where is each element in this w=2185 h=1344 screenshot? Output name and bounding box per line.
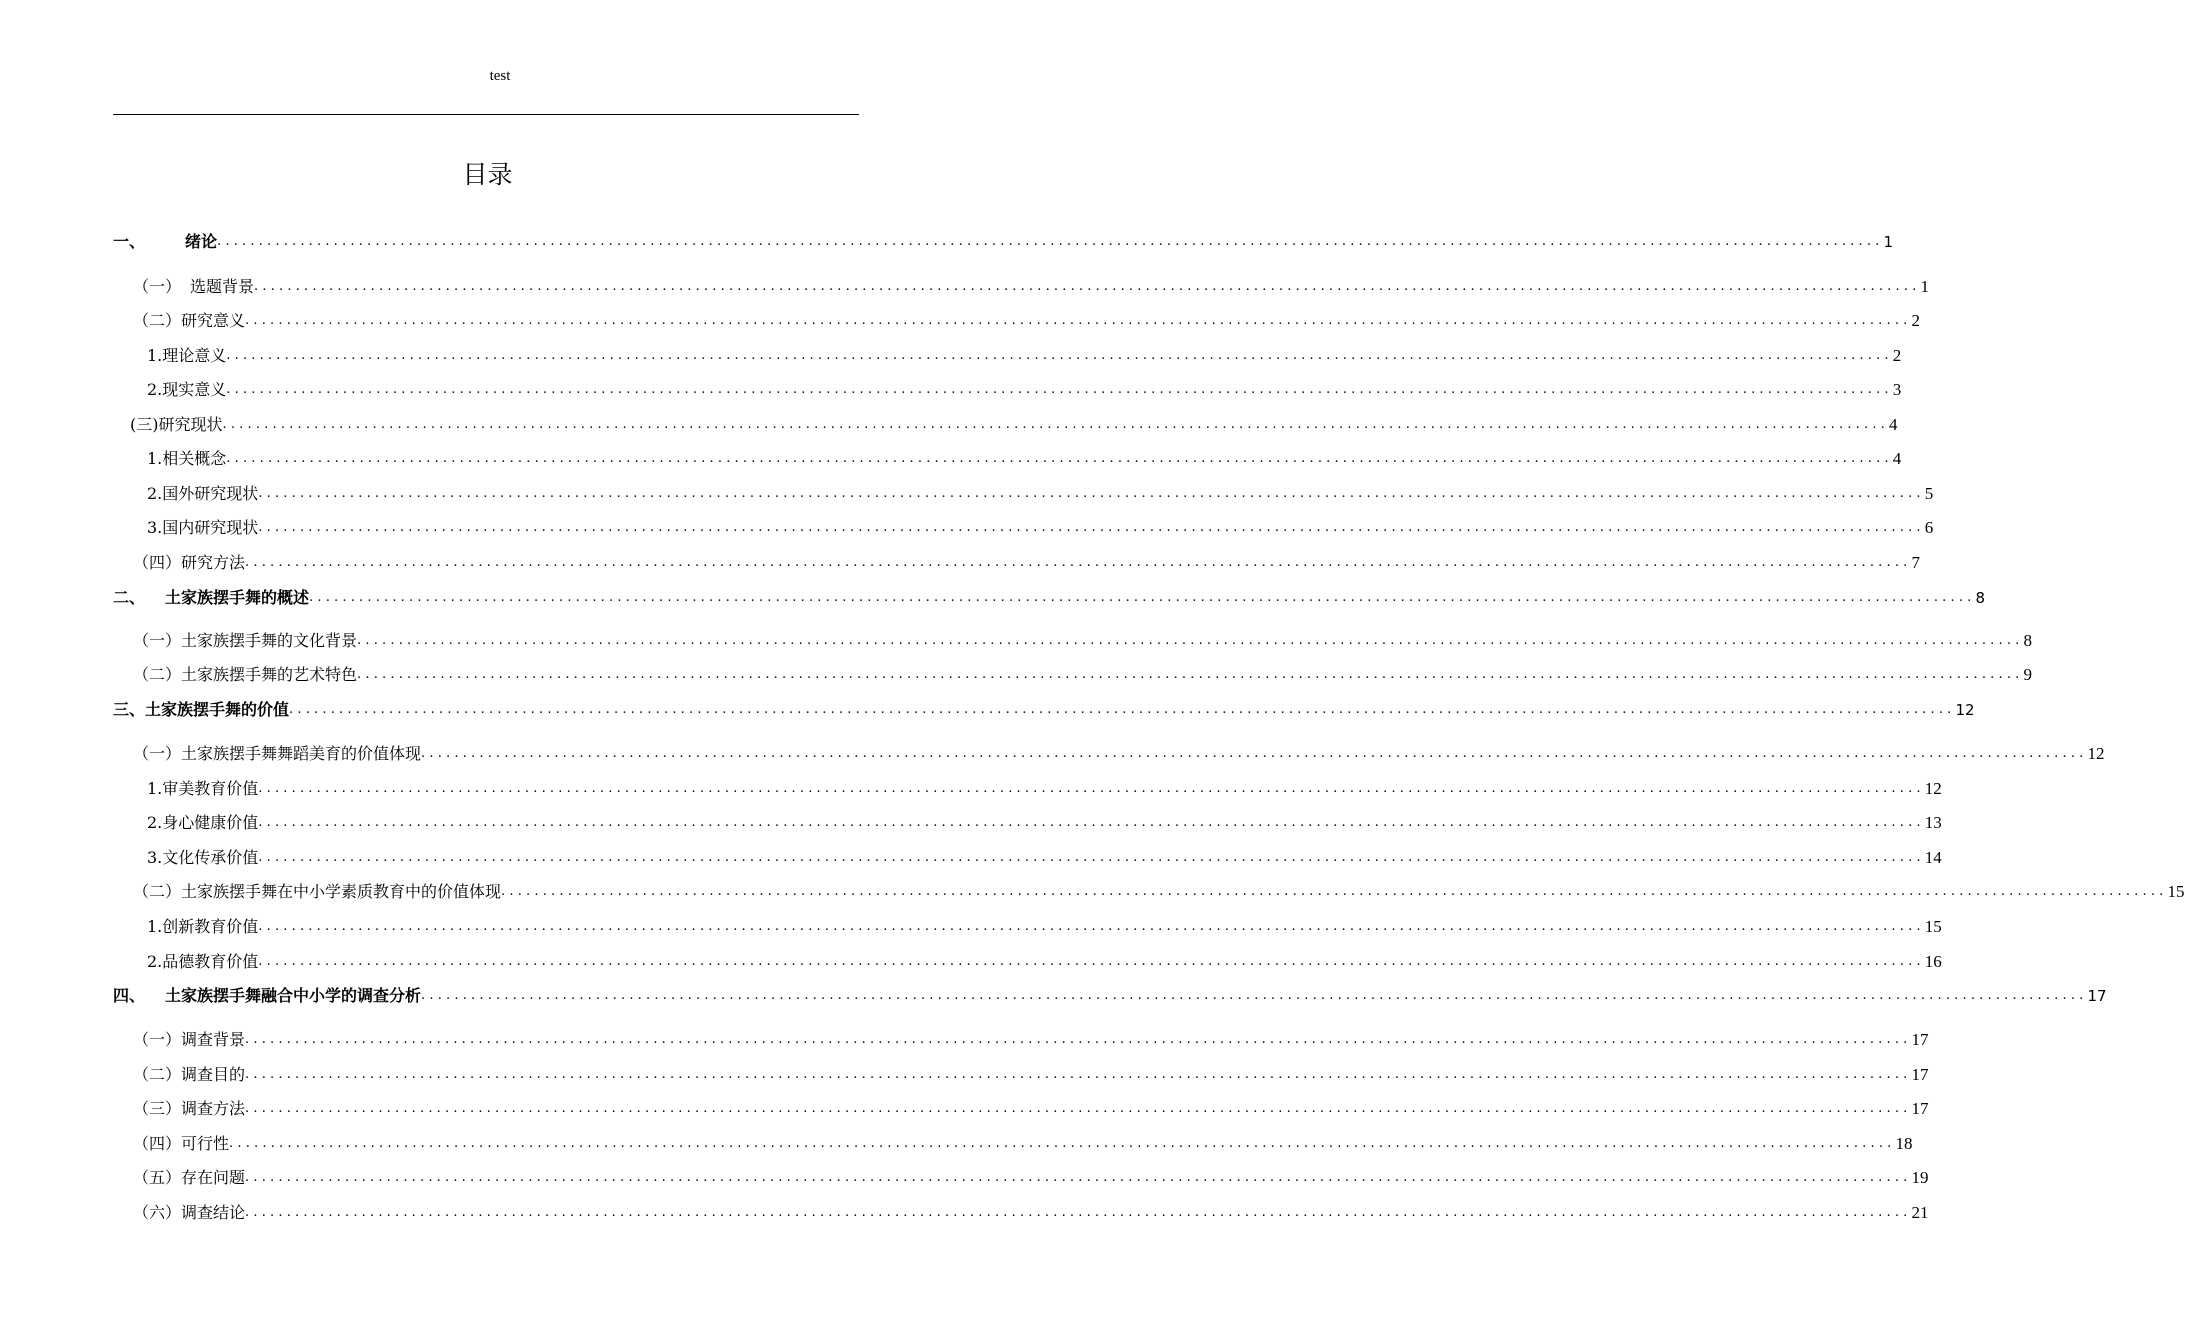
toc-entry[interactable] <box>147 775 1942 799</box>
toc-entry-label: （一） <box>133 277 182 296</box>
toc-entry-page: 1 <box>1920 277 1929 296</box>
toc-entry-heading <box>147 917 258 937</box>
toc-dot-leader: ........................................................................................................................................................................................................ <box>226 382 1893 397</box>
toc-entry-text: 土家族摆手舞舞蹈美育的价值体现 <box>181 744 422 763</box>
toc-entry-text: 土家族摆手舞在中小学素质教育中的价值体现 <box>181 882 502 901</box>
toc-title: 目录 <box>462 160 513 189</box>
toc-dot-leader: ........................................................................................................................................................................................................ <box>421 746 2088 761</box>
toc-dot-leader: ........................................................................................................................................................................................................ <box>229 1136 1896 1151</box>
toc-entry-heading <box>133 553 245 573</box>
toc-entry-text: 审美教育价值 <box>162 779 259 798</box>
toc-entry[interactable] <box>133 661 2032 685</box>
toc-entry[interactable] <box>147 948 1942 972</box>
toc-entry-page: 12 <box>1955 701 1975 719</box>
toc-entry-label: （二） <box>133 1065 182 1084</box>
toc-entry[interactable] <box>133 1164 1929 1188</box>
toc-entry-text: 创新教育价值 <box>162 917 259 936</box>
toc-entry-label: （二） <box>133 882 182 901</box>
toc-entry-page: 13 <box>1924 813 1942 832</box>
toc-entry[interactable] <box>133 627 2032 651</box>
toc-entry-heading <box>133 277 254 297</box>
toc-entry-page: 15 <box>2167 882 2185 901</box>
toc-entry-heading <box>133 1203 245 1223</box>
toc-dot-leader: ........................................................................................................................................................................................................ <box>501 884 2168 899</box>
toc-entry-text: 现实意义 <box>162 380 227 399</box>
toc-entry-text: 选题背景 <box>190 277 255 296</box>
toc-entry-label: 2. <box>147 813 163 832</box>
toc-entry-heading <box>133 1168 245 1188</box>
toc-entry[interactable] <box>147 514 1934 538</box>
toc-entry-page: 3 <box>1892 380 1902 399</box>
toc-entry[interactable] <box>133 740 2105 764</box>
toc-entry-page: 17 <box>1911 1099 1929 1118</box>
toc-entry[interactable] <box>133 273 1929 297</box>
toc-entry[interactable] <box>130 411 1898 435</box>
toc-entry[interactable] <box>147 342 1902 366</box>
page-header: test <box>489 68 511 84</box>
toc-entry-text: 相关概念 <box>162 449 227 468</box>
toc-entry[interactable] <box>113 982 2107 1006</box>
toc-entry[interactable] <box>147 913 1942 937</box>
toc-entry-label: 3. <box>147 848 163 867</box>
toc-entry-text: 土家族摆手舞的价值 <box>145 700 290 719</box>
toc-entry-heading <box>113 700 289 720</box>
toc-entry-heading <box>133 665 357 685</box>
toc-entry-text: 品德教育价值 <box>162 952 259 971</box>
toc-entry-text: 研究方法 <box>181 553 246 572</box>
toc-entry-heading <box>133 1065 245 1085</box>
toc-entry-page: 17 <box>2087 987 2107 1005</box>
toc-dot-leader: ........................................................................................................................................................................................................ <box>258 486 1925 501</box>
toc-dot-leader: ........................................................................................................................................................................................................ <box>245 1032 1912 1047</box>
toc-entry[interactable] <box>133 307 1920 331</box>
toc-entry-label: （三） <box>133 1099 182 1118</box>
toc-dot-leader: ........................................................................................................................................................................................................ <box>245 1067 1912 1082</box>
toc-dot-leader: ........................................................................................................................................................................................................ <box>289 702 1956 717</box>
toc-entry-label: （五） <box>133 1168 182 1187</box>
toc-entry-label: （一） <box>133 744 182 763</box>
toc-dot-leader: ........................................................................................................................................................................................................ <box>222 417 1889 432</box>
toc-entry[interactable] <box>147 376 1902 400</box>
toc-entry[interactable] <box>147 844 1942 868</box>
toc-entry-label: 三、 <box>113 700 146 719</box>
toc-entry[interactable] <box>133 1026 1929 1050</box>
toc-dot-leader: ........................................................................................................................................................................................................ <box>245 1170 1912 1185</box>
toc-entry-heading <box>147 813 258 833</box>
toc-entry-label: 2. <box>147 484 163 503</box>
toc-entry-page: 5 <box>1924 484 1934 503</box>
toc-dot-leader: ........................................................................................................................................................................................................ <box>245 555 1912 570</box>
toc-entry[interactable] <box>133 878 2185 902</box>
toc-entry-page: 18 <box>1895 1134 1913 1153</box>
toc-entry-label: 1. <box>147 346 163 365</box>
toc-entry-text: 土家族摆手舞的艺术特色 <box>181 665 358 684</box>
toc-entry-text: 可行性 <box>181 1134 230 1153</box>
toc-dot-leader: ........................................................................................................................................................................................................ <box>245 1101 1912 1116</box>
toc-entry[interactable] <box>147 480 1934 504</box>
toc-entry-label: (三) <box>130 415 159 434</box>
toc-entry-label: （二） <box>133 311 182 330</box>
toc-entry-heading <box>133 311 245 331</box>
toc-entry-page: 17 <box>1911 1065 1929 1084</box>
toc-dot-leader: ........................................................................................................................................................................................................ <box>245 313 1912 328</box>
toc-entry[interactable] <box>113 228 1894 252</box>
toc-entry-heading <box>147 848 258 868</box>
toc-entry-text: 国外研究现状 <box>162 484 259 503</box>
toc-dot-leader: ........................................................................................................................................................................................................ <box>258 850 1925 865</box>
toc-entry[interactable] <box>133 1061 1929 1085</box>
toc-entry-page: 12 <box>2087 744 2105 763</box>
toc-entry[interactable] <box>133 1095 1929 1119</box>
toc-entry-heading <box>133 1134 229 1154</box>
toc-dot-leader: ........................................................................................................................................................................................................ <box>217 234 1884 249</box>
toc-dot-leader: ........................................................................................................................................................................................................ <box>226 348 1893 363</box>
toc-entry[interactable] <box>133 1199 1929 1223</box>
toc-entry-heading <box>133 744 421 764</box>
toc-entry-page: 2 <box>1911 311 1920 330</box>
toc-entry-page: 9 <box>2023 665 2032 684</box>
toc-entry-page: 19 <box>1911 1168 1929 1187</box>
toc-dot-leader: ........................................................................................................................................................................................................ <box>245 1205 1912 1220</box>
toc-entry-text: 理论意义 <box>162 346 227 365</box>
toc-entry-page: 4 <box>1892 449 1902 468</box>
toc-entry-label: 一、 <box>113 232 146 251</box>
toc-entry-heading <box>133 1099 245 1119</box>
toc-entry-text: 研究现状 <box>158 415 223 434</box>
toc-entry-heading <box>147 518 258 538</box>
toc-entry-heading <box>147 449 226 469</box>
toc-entry-label: 2. <box>147 380 163 399</box>
toc-entry-page: 7 <box>1911 553 1920 572</box>
toc-entry-page: 12 <box>1924 779 1942 798</box>
toc-dot-leader: ........................................................................................................................................................................................................ <box>258 781 1925 796</box>
toc-entry-text: 土家族摆手舞的概述 <box>165 588 310 607</box>
toc-entry-label: （二） <box>133 665 182 684</box>
toc-entry-text: 土家族摆手舞融合中小学的调查分析 <box>165 986 422 1005</box>
toc-entry-label: 3. <box>147 518 163 537</box>
toc-dot-leader: ........................................................................................................................................................................................................ <box>357 633 2024 648</box>
toc-entry-text: 身心健康价值 <box>162 813 259 832</box>
toc-entry-text: 土家族摆手舞的文化背景 <box>181 631 358 650</box>
toc-entry[interactable] <box>147 809 1942 833</box>
toc-entry-page: 17 <box>1911 1030 1929 1049</box>
toc-entry-text: 调查方法 <box>181 1099 246 1118</box>
toc-entry-label: （六） <box>133 1203 182 1222</box>
toc-entry-page: 2 <box>1892 346 1902 365</box>
toc-entry-heading <box>147 779 258 799</box>
toc-entry-heading <box>113 588 309 608</box>
toc-entry-heading <box>147 952 258 972</box>
toc-dot-leader: ........................................................................................................................................................................................................ <box>258 954 1925 969</box>
toc-entry-label: 四、 <box>113 986 146 1005</box>
toc-entry-heading <box>113 232 217 252</box>
toc-entry-label: （四） <box>133 1134 182 1153</box>
toc-entry-label: 1. <box>147 917 163 936</box>
toc-entry-heading <box>113 986 421 1006</box>
toc-entry-page: 16 <box>1924 952 1942 971</box>
toc-entry-label: （一） <box>133 1030 182 1049</box>
toc-entry-page: 4 <box>1888 415 1898 434</box>
toc-entry-text: 研究意义 <box>181 311 246 330</box>
toc-entry-label: 2. <box>147 952 163 971</box>
toc-entry-heading <box>147 380 226 400</box>
toc-entry-page: 8 <box>1975 589 1986 607</box>
toc-entry-page: 6 <box>1924 518 1934 537</box>
toc-entry[interactable] <box>113 696 1975 720</box>
toc-entry-heading <box>147 484 258 504</box>
toc-dot-leader: ........................................................................................................................................................................................................ <box>309 590 1976 605</box>
toc-dot-leader: ........................................................................................................................................................................................................ <box>254 279 1921 294</box>
toc-entry-text: 调查背景 <box>181 1030 246 1049</box>
toc-dot-leader: ........................................................................................................................................................................................................ <box>357 667 2024 682</box>
toc-entry-text: 绪论 <box>185 232 218 251</box>
toc-entry-page: 8 <box>2023 631 2032 650</box>
toc-entry[interactable] <box>113 584 1986 608</box>
toc-dot-leader: ........................................................................................................................................................................................................ <box>226 451 1893 466</box>
toc-entry-heading <box>133 631 357 651</box>
toc-entry-text: 国内研究现状 <box>162 518 259 537</box>
toc-dot-leader: ........................................................................................................................................................................................................ <box>258 919 1925 934</box>
toc-entry[interactable] <box>147 445 1902 469</box>
toc-entry[interactable] <box>133 1130 1913 1154</box>
toc-entry-text: 存在问题 <box>181 1168 246 1187</box>
toc-entry-label: 二、 <box>113 588 146 607</box>
toc-entry-heading <box>133 882 501 902</box>
toc-entry-label: （一） <box>133 631 182 650</box>
toc-entry-page: 15 <box>1924 917 1942 936</box>
toc-entry-label: 1. <box>147 449 163 468</box>
toc-entry-label: （四） <box>133 553 182 572</box>
toc-entry-page: 21 <box>1911 1203 1929 1222</box>
toc-entry[interactable] <box>133 549 1920 573</box>
toc-entry-heading <box>133 1030 245 1050</box>
toc-entry-page: 14 <box>1924 848 1942 867</box>
toc-dot-leader: ........................................................................................................................................................................................................ <box>421 988 2088 1003</box>
toc-entry-text: 文化传承价值 <box>162 848 259 867</box>
toc-entry-heading <box>130 415 223 435</box>
toc-entry-text: 调查结论 <box>181 1203 246 1222</box>
toc-dot-leader: ........................................................................................................................................................................................................ <box>258 815 1925 830</box>
toc-entry-text: 调查目的 <box>181 1065 246 1084</box>
toc-entry-page: 1 <box>1883 233 1894 251</box>
toc-dot-leader: ........................................................................................................................................................................................................ <box>258 520 1925 535</box>
toc-entry-label: 1. <box>147 779 163 798</box>
toc-entry-heading <box>147 346 226 366</box>
